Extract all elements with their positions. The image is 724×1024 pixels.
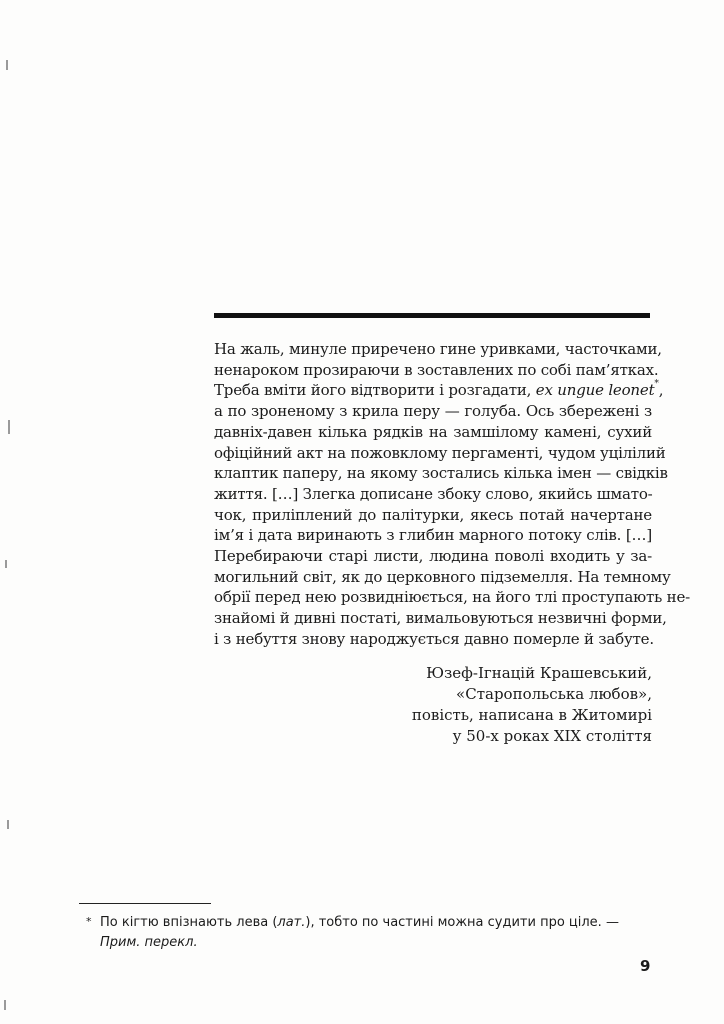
- scan-artifact: [4, 1000, 6, 1010]
- footnote-text-cont: ), тобто по частині можна судити про ціле. —: [305, 915, 619, 930]
- epigraph-line: ненароком прозираючи в зоставлених по собі пам’ятках.: [214, 360, 659, 379]
- attribution-description: повість, написана в Житомирі: [411, 706, 652, 724]
- footnote-text: По кігтю впізнають лева (: [100, 915, 278, 930]
- scan-artifact: [8, 420, 10, 434]
- epigraph-top-rule: [214, 313, 650, 318]
- epigraph-line: ім’я і дата виринають з глибин марного потоку слів. […]: [214, 526, 652, 545]
- attribution-work: «Старопольська любов»,: [456, 685, 652, 703]
- epigraph-line: офіційний акт на пожовклому пергаменті, чудом уцілілий: [214, 443, 666, 462]
- epigraph-line-text: Треба вміти його відтворити і розгадати,: [214, 381, 536, 400]
- epigraph-line: Перебираючи старі листи, людина поволі входить у за-: [214, 547, 652, 566]
- epigraph-line: [214, 379, 664, 401]
- latin-phrase: ex ungue leonet: [535, 381, 655, 400]
- epigraph-line: життя. […] Злегка дописане збоку слово, якийсь шмато-: [214, 484, 653, 503]
- attribution-period: у 50-х роках XIX століття: [452, 727, 652, 745]
- epigraph-line: клаптик паперу, на якому зостались кілька імен — свідків: [214, 464, 668, 483]
- epigraph-line: На жаль, минуле приречено гине уривками, часточками,: [214, 340, 662, 358]
- attribution-author: Юзеф-Ігнацій Крашевський,: [426, 664, 652, 682]
- epigraph-line: могильний світ, як до церковного підземелля. На темному: [214, 567, 671, 586]
- page-number: 9: [640, 957, 651, 975]
- scan-artifact: [6, 60, 8, 70]
- footnote-separator: [79, 903, 211, 904]
- translator-note: Прим. перекл.: [100, 935, 198, 950]
- epigraph: [214, 339, 691, 650]
- epigraph-line: а по зроненому з крила перу — голуба. Ось збережені з: [214, 402, 652, 421]
- epigraph-line-end: ,: [658, 381, 664, 400]
- scan-artifact: [7, 820, 9, 829]
- footnote-marker: *: [86, 915, 92, 928]
- epigraph-line: і з небуття знову народжується давно померле й забуте.: [214, 629, 654, 648]
- epigraph-line: обрії перед нею розвидніюється, на його тлі проступають не-: [214, 588, 691, 607]
- footnote-reference: *: [654, 379, 659, 390]
- epigraph-attribution: [332, 663, 652, 747]
- scan-artifact: [5, 560, 7, 568]
- epigraph-line: знайомі й дивні постаті, вимальовуються незвичні форми,: [214, 609, 667, 628]
- epigraph-line: чок, приліплений до палітурки, якесь потай начертане: [214, 505, 652, 524]
- footnote-language: лат.: [277, 915, 306, 930]
- footnote: [86, 913, 652, 953]
- epigraph-line: давніх-давен кілька рядків на замшілому камені, сухий: [214, 422, 652, 441]
